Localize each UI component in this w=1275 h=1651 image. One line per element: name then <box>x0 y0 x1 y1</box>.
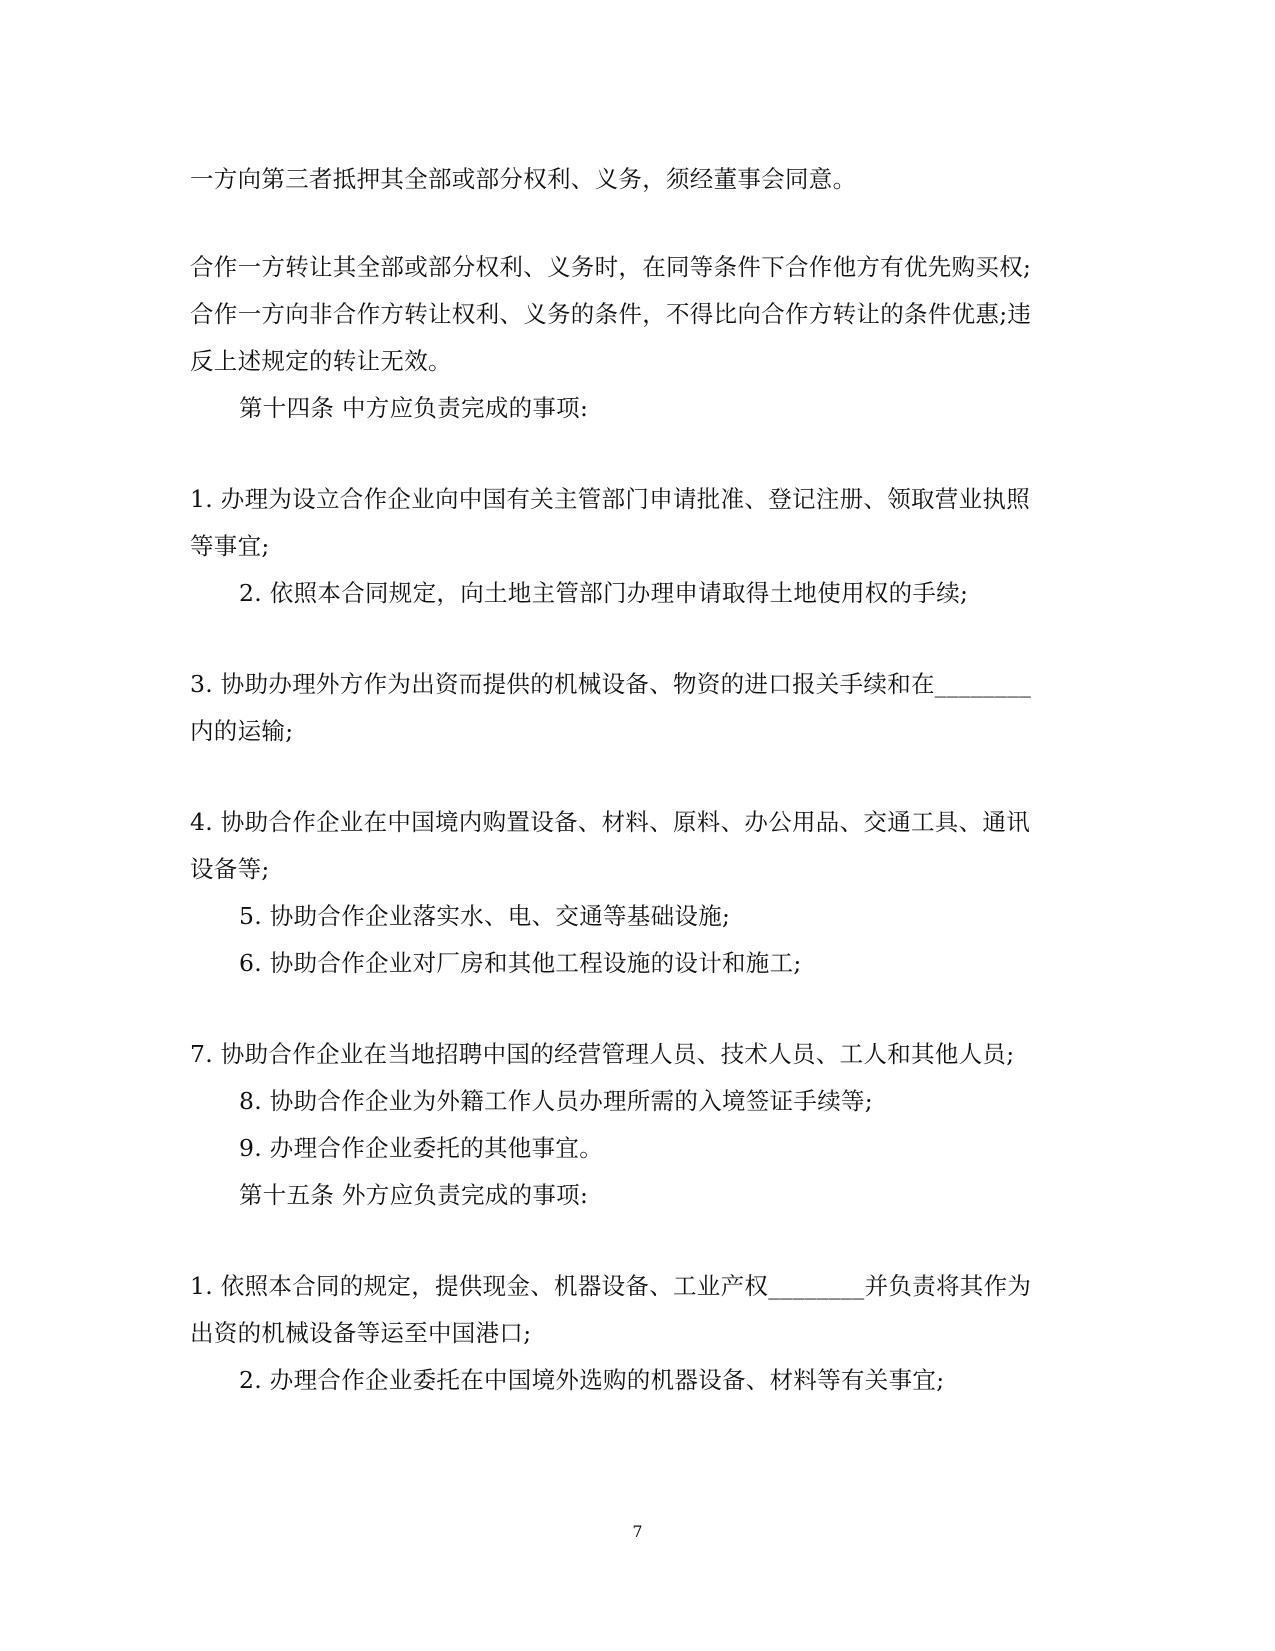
list-item: 8. 协助合作企业为外籍工作人员办理所需的入境签证手续等; <box>239 1087 874 1115</box>
list-item: 等事宜; <box>190 532 270 560</box>
list-item: 9. 办理合作企业委托的其他事宜。 <box>239 1134 603 1162</box>
list-item: 出资的机械设备等运至中国港口; <box>190 1319 532 1347</box>
article-heading-15: 第十五条 外方应负责完成的事项: <box>239 1181 589 1209</box>
list-item: 2. 办理合作企业委托在中国境外选购的机器设备、材料等有关事宜; <box>239 1366 945 1394</box>
page-number: 7 <box>632 1522 643 1541</box>
list-item: 1. 依照本合同的规定，提供现金、机器设备、工业产权________并负责将其作为 <box>190 1272 1032 1300</box>
list-item: 内的运输; <box>190 717 294 745</box>
list-item: 5. 协助合作企业落实水、电、交通等基础设施; <box>239 902 731 930</box>
list-item: 6. 协助合作企业对厂房和其他工程设施的设计和施工; <box>239 949 802 977</box>
list-item: 3. 协助办理外方作为出资而提供的机械设备、物资的进口报关手续和在________ <box>190 670 1032 698</box>
list-item: 2. 依照本合同规定，向土地主管部门办理申请取得土地使用权的手续; <box>239 579 969 607</box>
paragraph-line: 合作一方向非合作方转让权利、义务的条件，不得比向合作方转让的条件优惠;违 <box>190 300 1032 328</box>
paragraph-line: 一方向第三者抵押其全部或部分权利、义务，须经董事会同意。 <box>190 165 857 193</box>
list-item: 1. 办理为设立合作企业向中国有关主管部门申请批准、登记注册、领取营业执照 <box>190 485 1030 513</box>
list-item: 7. 协助合作企业在当地招聘中国的经营管理人员、技术人员、工人和其他人员; <box>190 1040 1015 1068</box>
article-heading-14: 第十四条 中方应负责完成的事项: <box>239 394 589 422</box>
paragraph-line: 合作一方转让其全部或部分权利、义务时，在同等条件下合作他方有优先购买权; <box>190 253 1032 281</box>
list-item: 4. 协助合作企业在中国境内购置设备、材料、原料、办公用品、交通工具、通讯 <box>190 808 1030 836</box>
list-item: 设备等; <box>190 855 270 883</box>
paragraph-line: 反上述规定的转让无效。 <box>190 347 452 375</box>
